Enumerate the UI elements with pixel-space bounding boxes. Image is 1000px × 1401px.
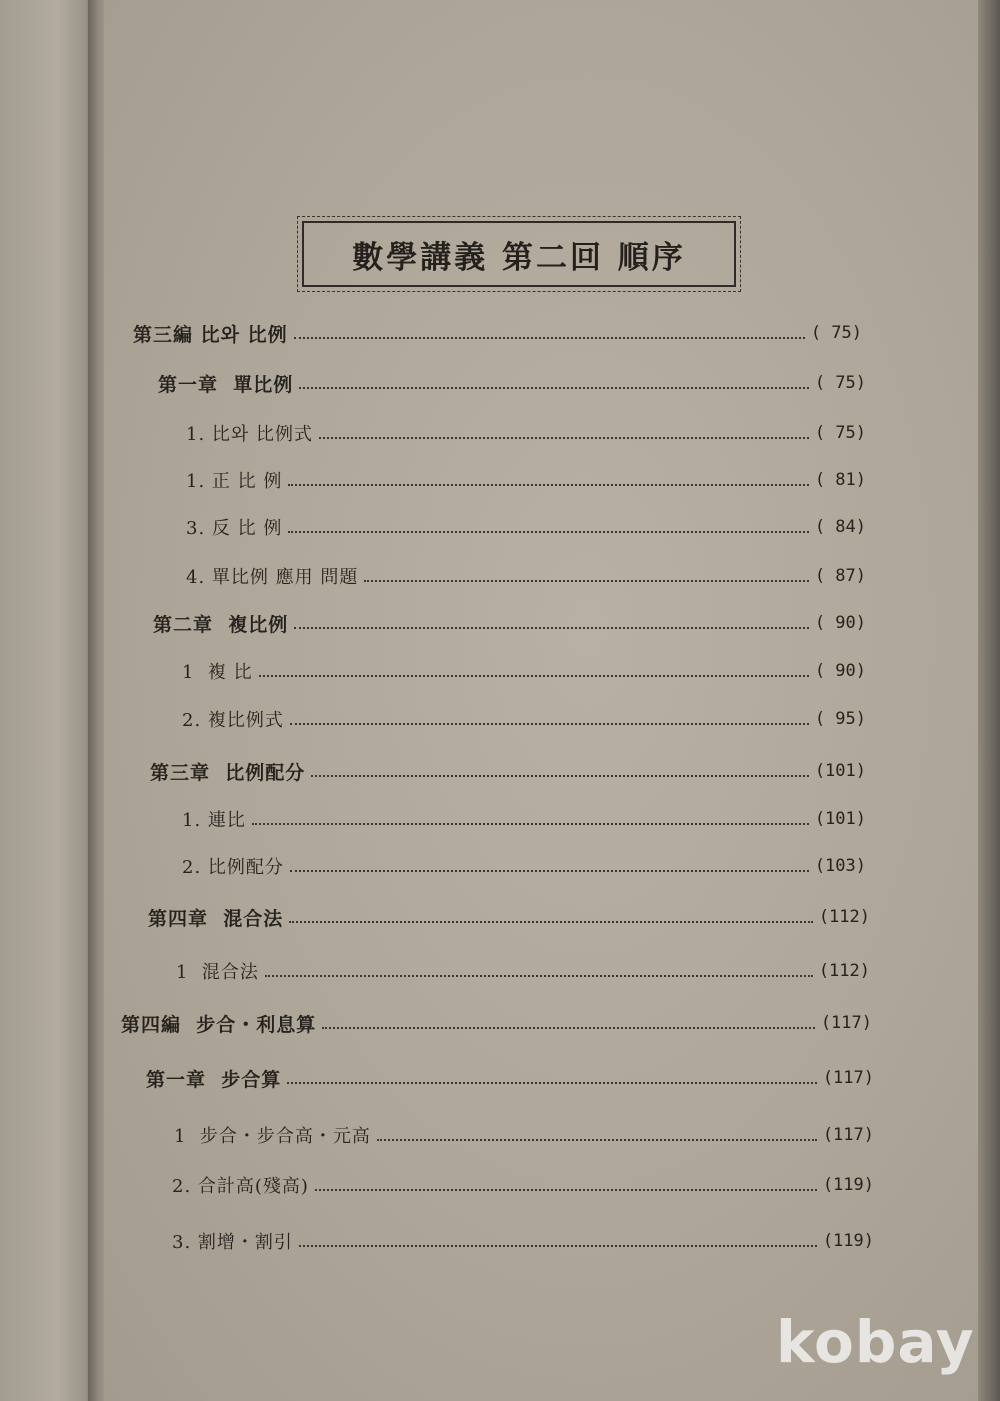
toc-entry-label: 第四章 混合法 bbox=[148, 907, 284, 930]
dot-leader bbox=[311, 773, 809, 777]
toc-entry-label: 第三編 比와 比例 bbox=[133, 323, 288, 346]
toc-entry-label: 3. 反 比 例 bbox=[186, 518, 283, 539]
dot-leader bbox=[287, 1080, 817, 1084]
toc-item-row bbox=[182, 656, 866, 686]
toc-section-row bbox=[121, 1008, 872, 1038]
toc-page-number: (112) bbox=[818, 907, 870, 927]
toc-page-number: ( 81) bbox=[814, 470, 866, 490]
dot-leader bbox=[259, 673, 809, 677]
toc-page-number: (119) bbox=[822, 1175, 874, 1195]
page-title: 數學講義 第二回 順序 bbox=[352, 239, 686, 276]
dot-leader bbox=[299, 1243, 817, 1247]
toc-item-row bbox=[172, 1170, 874, 1200]
toc-page-number: ( 75) bbox=[810, 323, 862, 343]
dot-leader bbox=[377, 1137, 817, 1141]
toc-page-number: ( 75) bbox=[814, 373, 866, 393]
toc-page-number: (103) bbox=[814, 856, 866, 876]
toc-entry-label: 4. 單比例 應用 問題 bbox=[186, 567, 359, 588]
toc-item-row bbox=[182, 704, 866, 734]
toc-page-number: ( 90) bbox=[814, 661, 866, 681]
toc-entry-label: 1. 正 比 例 bbox=[186, 471, 283, 492]
dot-leader bbox=[252, 821, 809, 825]
dot-leader bbox=[288, 529, 808, 533]
toc-page-number: ( 95) bbox=[814, 709, 866, 729]
toc-page-number: ( 87) bbox=[814, 566, 866, 586]
toc-item-row bbox=[186, 512, 866, 542]
toc-entry-label: 1 步合・步合高・元高 bbox=[174, 1126, 371, 1147]
toc-entry-label: 2. 比例配分 bbox=[182, 857, 284, 878]
toc-item-row bbox=[182, 851, 866, 881]
toc-page-number: (112) bbox=[818, 961, 870, 981]
toc-entry-label: 3. 割增・割引 bbox=[172, 1232, 293, 1253]
toc-entry-label: 第三章 比例配分 bbox=[150, 761, 306, 784]
toc-chapter-row bbox=[148, 902, 870, 932]
toc-page-number: (119) bbox=[822, 1231, 874, 1251]
toc-item-row bbox=[174, 1120, 874, 1150]
toc-page-number: (117) bbox=[820, 1013, 872, 1033]
kobay-watermark: kobay bbox=[776, 1308, 975, 1376]
toc-entry-label: 第一章 步合算 bbox=[146, 1068, 282, 1091]
dot-leader bbox=[290, 721, 809, 725]
toc-page-number: (117) bbox=[822, 1125, 874, 1145]
toc-item-row bbox=[186, 418, 866, 448]
dot-leader bbox=[299, 385, 809, 389]
toc-chapter-row bbox=[153, 608, 866, 638]
dot-leader bbox=[290, 868, 809, 872]
dot-leader bbox=[294, 335, 805, 339]
toc-item-row bbox=[182, 804, 866, 834]
toc-page-number: ( 84) bbox=[814, 517, 866, 537]
toc-item-row bbox=[186, 465, 866, 495]
toc-entry-label: 第二章 複比例 bbox=[153, 613, 289, 636]
toc-entry-label: 第一章 單比例 bbox=[158, 373, 294, 396]
toc-item-row bbox=[176, 956, 870, 986]
dot-leader bbox=[322, 1025, 815, 1029]
toc-section-row bbox=[133, 318, 862, 348]
toc-chapter-row bbox=[150, 756, 866, 786]
toc-item-row bbox=[186, 561, 866, 591]
toc-page-number: (101) bbox=[814, 809, 866, 829]
toc-entry-label: 1. 連比 bbox=[182, 810, 246, 831]
toc-entry-label: 2. 合計高(殘高) bbox=[172, 1176, 309, 1197]
toc-entry-label: 1. 比와 比例式 bbox=[186, 424, 314, 445]
toc-entry-label: 第四編 步合・利息算 bbox=[121, 1013, 317, 1036]
toc-chapter-row bbox=[158, 368, 866, 398]
toc-entry-label: 2. 複比例式 bbox=[182, 710, 284, 731]
toc-page-number: ( 90) bbox=[814, 613, 866, 633]
toc-page-number: (117) bbox=[822, 1068, 874, 1088]
toc-page-number: (101) bbox=[814, 761, 866, 781]
dot-leader bbox=[319, 435, 809, 439]
toc-entry-label: 1 複 比 bbox=[182, 662, 253, 683]
toc-item-row bbox=[172, 1226, 874, 1256]
toc-chapter-row bbox=[146, 1063, 874, 1093]
toc-entry-label: 1 混合法 bbox=[176, 962, 259, 983]
dot-leader bbox=[288, 482, 808, 486]
dot-leader bbox=[289, 919, 813, 923]
dot-leader bbox=[265, 973, 813, 977]
dot-leader bbox=[364, 578, 808, 582]
toc-page-number: ( 75) bbox=[814, 423, 866, 443]
dot-leader bbox=[315, 1187, 817, 1191]
dot-leader bbox=[294, 625, 809, 629]
